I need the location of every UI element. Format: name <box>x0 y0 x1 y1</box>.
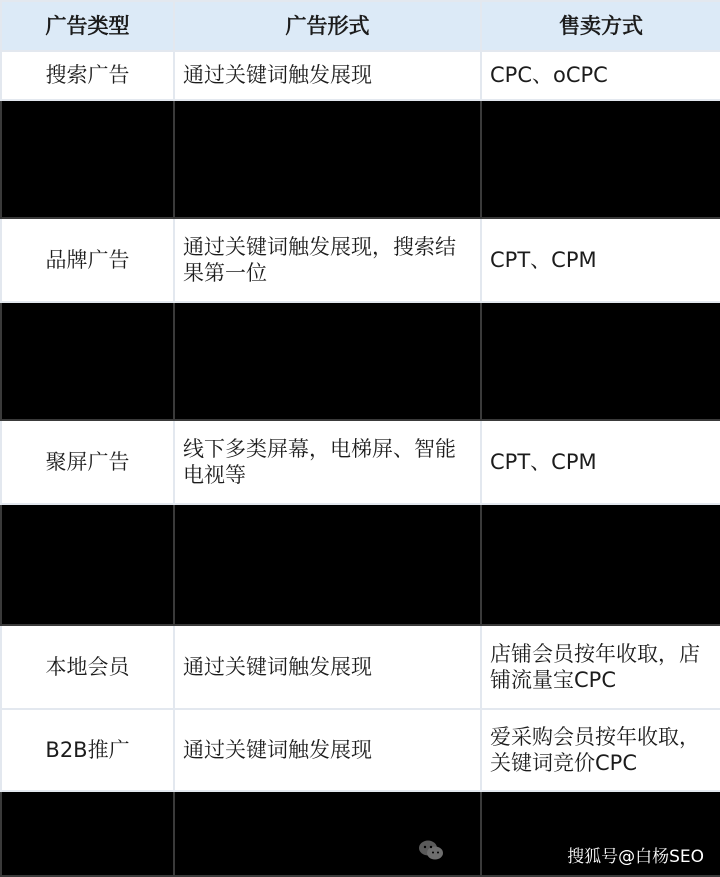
header-ad-type: 广告类型 <box>1 1 174 51</box>
cell-ad-form: 通过关键词触发展现 <box>174 51 481 100</box>
cell-ad-type: B2B推广 <box>1 709 174 791</box>
table-row <box>1 51 720 100</box>
redacted-cell <box>481 302 720 421</box>
cell-ad-type: 聚屏广告 <box>1 420 174 503</box>
cell-ad-type: 品牌广告 <box>1 218 174 301</box>
redacted-cell <box>1 302 174 421</box>
table-row <box>1 709 720 791</box>
cell-sale-method: CPT、CPM <box>481 420 720 503</box>
watermark <box>567 842 704 867</box>
cell-ad-type: 本地会员 <box>1 625 174 708</box>
cell-sale-method: 爱采购会员按年收取，关键词竞价CPC <box>481 709 720 791</box>
cell-ad-form: 通过关键词触发展现，搜索结果第一位 <box>174 218 481 301</box>
redacted-cell <box>174 791 481 876</box>
cell-sale-method: CPT、CPM <box>481 218 720 301</box>
cell-ad-form: 线下多类屏幕，电梯屏、智能电视等 <box>174 420 481 503</box>
redacted-row <box>1 302 720 421</box>
cell-sale-method: CPC、oCPC <box>481 51 720 100</box>
redacted-row <box>1 100 720 219</box>
cell-ad-type: 搜索广告 <box>1 51 174 100</box>
redacted-cell <box>1 791 174 876</box>
redacted-row <box>1 504 720 626</box>
redacted-cell <box>1 100 174 219</box>
redacted-cell <box>174 302 481 421</box>
redacted-cell <box>481 100 720 219</box>
table-row <box>1 218 720 301</box>
redacted-cell <box>481 504 720 626</box>
watermark-text: 搜狐号@白杨SEO <box>567 847 704 867</box>
table-row <box>1 420 720 503</box>
header-sale-method: 售卖方式 <box>481 1 720 51</box>
redacted-cell <box>174 504 481 626</box>
header-ad-form: 广告形式 <box>174 1 481 51</box>
wechat-icon <box>418 839 444 861</box>
cell-ad-form: 通过关键词触发展现 <box>174 709 481 791</box>
redacted-cell <box>1 504 174 626</box>
table-header-row <box>1 1 720 51</box>
redacted-cell <box>174 100 481 219</box>
cell-sale-method: 店铺会员按年收取，店铺流量宝CPC <box>481 625 720 708</box>
cell-ad-form: 通过关键词触发展现 <box>174 625 481 708</box>
table-row <box>1 625 720 708</box>
